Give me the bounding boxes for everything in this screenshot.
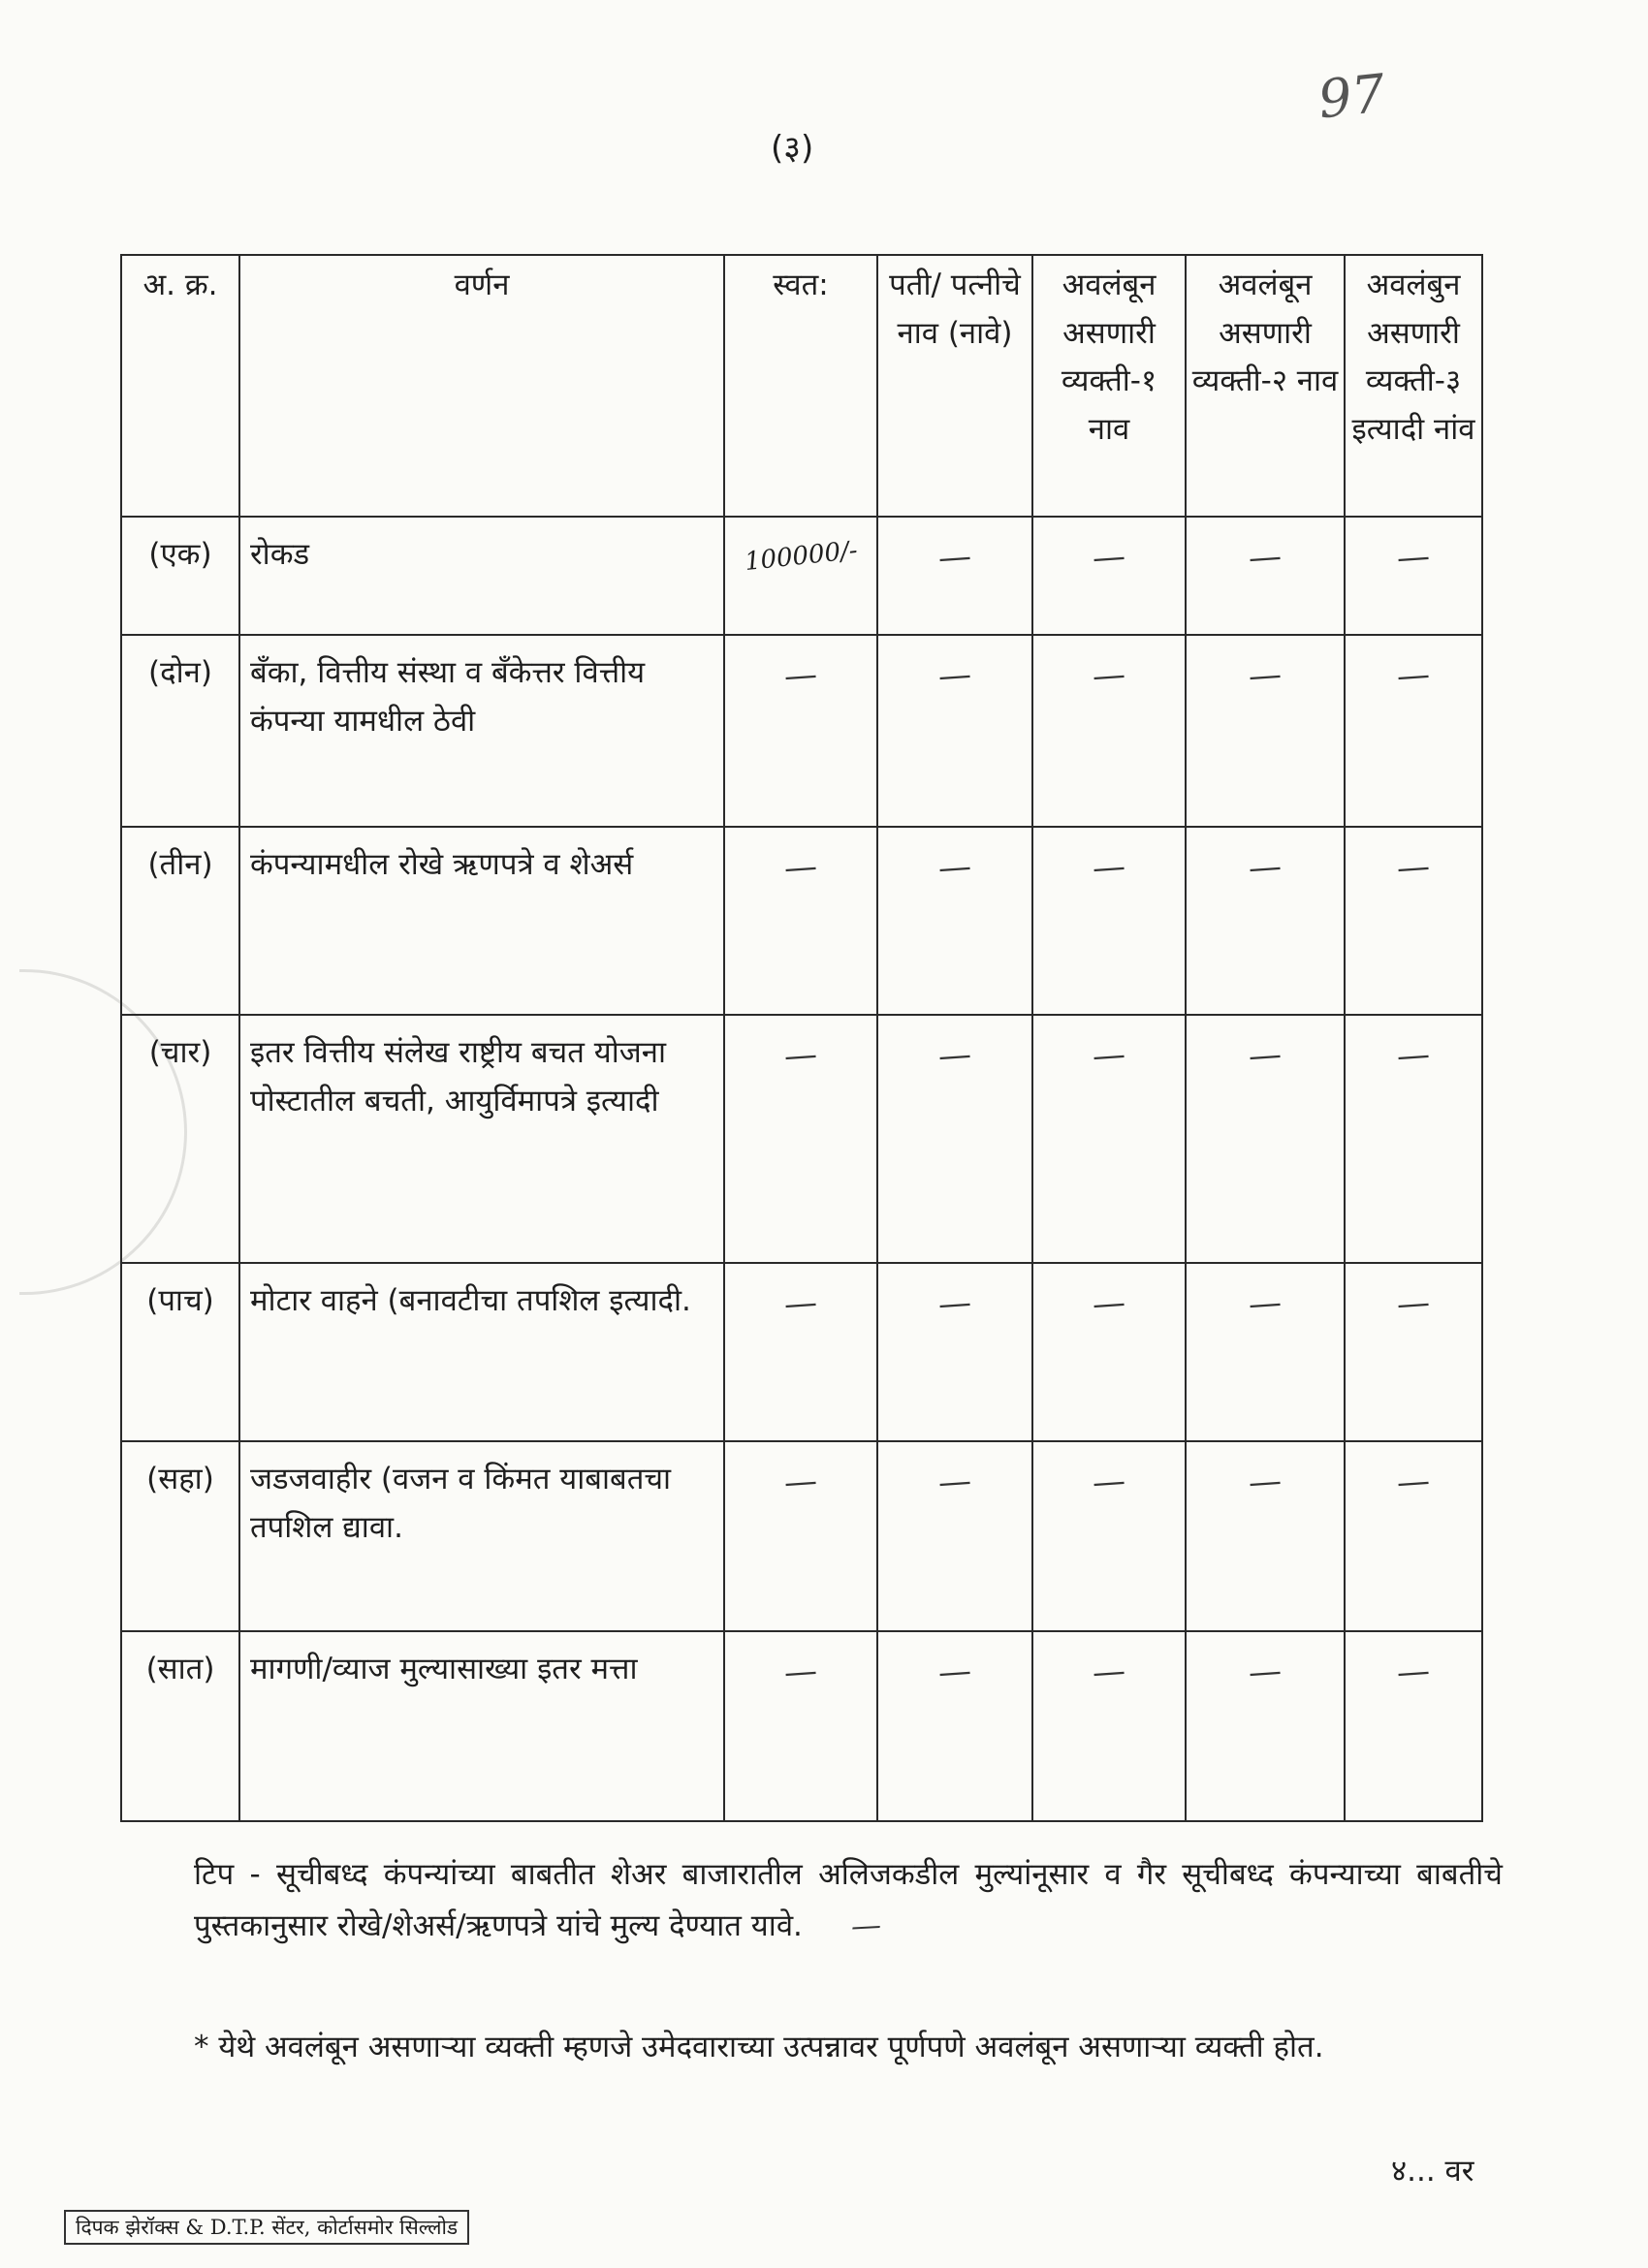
table-row — [121, 827, 1482, 1015]
header-serial: अ. क्र. — [121, 255, 239, 517]
value-dash: — — [782, 654, 819, 697]
value-dash: — — [1091, 846, 1127, 889]
row-serial: (सात) — [121, 1631, 239, 1821]
printer-footer: दिपक झेरॉक्स & D.T.P. सेंटर, कोर्टासमोर सिल्लोड — [64, 2210, 469, 2245]
value-dash: — — [936, 1651, 973, 1693]
header-dependent-2: अवलंबून असणारी व्यक्ती-२ नाव — [1186, 255, 1345, 517]
table-row — [121, 635, 1482, 827]
table-row — [121, 1441, 1482, 1631]
value-dash: — — [1395, 1282, 1432, 1325]
note-listed-companies — [194, 1849, 1503, 1951]
handwritten-page-number: 97 — [1315, 62, 1388, 131]
value-dash: — — [1091, 1651, 1127, 1693]
row-description: मागणी/व्याज मुल्यासाख्या इतर मत्ता — [239, 1631, 724, 1821]
continued-on-page: ४... वर — [1391, 2154, 1474, 2189]
assets-table — [120, 254, 1483, 1822]
table-row — [121, 1263, 1482, 1441]
value-dash: — — [1247, 1034, 1284, 1077]
value-dash: — — [1091, 536, 1127, 579]
value-dash: — — [1247, 846, 1284, 889]
value-dash: — — [1395, 1034, 1432, 1077]
row-description: इतर वित्तीय संलेख राष्ट्रीय बचत योजना पोस्टातील बचती, आयुर्विमापत्रे इत्यादी — [239, 1015, 724, 1263]
value-dash: — — [936, 846, 973, 889]
value-dash: — — [936, 536, 973, 579]
value-dash: — — [782, 1651, 819, 1693]
value-dash: — — [936, 1282, 973, 1325]
row-serial: (सहा) — [121, 1441, 239, 1631]
value-dash: — — [1247, 1282, 1284, 1325]
row-serial: (पाच) — [121, 1263, 239, 1441]
row-description: मोटार वाहने (बनावटीचा तपशिल इत्यादी. — [239, 1263, 724, 1441]
row-serial: (एक) — [121, 517, 239, 635]
value-dash: — — [1247, 536, 1284, 579]
value-dash: — — [1247, 1651, 1284, 1693]
value-dash: — — [936, 654, 973, 697]
value-dash: — — [1395, 846, 1432, 889]
table-row — [121, 1015, 1482, 1263]
page-number: (३) — [771, 129, 814, 168]
note-dependents: * येथे अवलंबून असणाऱ्या व्यक्ती म्हणजे उमेदवाराच्या उत्पन्नावर पूर्णपणे अवलंबून असणाऱ्या व्यक्ती होत. — [194, 2030, 1324, 2064]
row-description: रोकड — [239, 517, 724, 635]
header-self: स्वत: — [724, 255, 877, 517]
header-spouse: पती/ पत्नीचे नाव (नावे) — [877, 255, 1032, 517]
row-description: जडजवाहीर (वजन व किंमत याबाबतचा तपशिल द्यावा. — [239, 1441, 724, 1631]
value-dash: — — [1395, 1651, 1432, 1693]
value-dash: — — [1395, 654, 1432, 697]
cash-self-value: 100000/- — [743, 535, 859, 578]
value-dash: — — [936, 1461, 973, 1503]
header-dependent-1: अवलंबून असणारी व्यक्ती-१ नाव — [1032, 255, 1186, 517]
handwritten-mark: — — [849, 1906, 882, 1944]
value-dash: — — [1247, 654, 1284, 697]
value-dash: — — [782, 846, 819, 889]
header-dependent-3: अवलंबुन असणारी व्यक्ती-३ इत्यादी नांव — [1345, 255, 1482, 517]
note-text: टिप - सूचीबध्द कंपन्यांच्या बाबतीत शेअर बाजारातील अलिजकडील मुल्यांनूसार व गैर सूचीबध्द कंपन्याच्या बाबतीचे पुस्तकानुसार रोखे/शेअर्स/ऋणपत्रे यांचे मुल्य देण्यात यावे. — [194, 1857, 1503, 1943]
value-dash: — — [1091, 1282, 1127, 1325]
value-dash: — — [1091, 1034, 1127, 1077]
table-row — [121, 1631, 1482, 1821]
row-serial: (चार) — [121, 1015, 239, 1263]
row-serial: (दोन) — [121, 635, 239, 827]
value-dash: — — [1247, 1461, 1284, 1503]
row-serial: (तीन) — [121, 827, 239, 1015]
value-dash: — — [1091, 1461, 1127, 1503]
value-dash: — — [782, 1282, 819, 1325]
row-description: बँका, वित्तीय संस्था व बँकेत्तर वित्तीय कंपन्या यामधील ठेवी — [239, 635, 724, 827]
header-description: वर्णन — [239, 255, 724, 517]
value-dash: — — [782, 1461, 819, 1503]
value-dash: — — [1091, 654, 1127, 697]
value-dash: — — [936, 1034, 973, 1077]
value-dash: — — [1395, 1461, 1432, 1503]
value-dash: — — [1395, 536, 1432, 579]
table-row — [121, 517, 1482, 635]
value-dash: — — [782, 1034, 819, 1077]
row-description: कंपन्यामधील रोखे ऋणपत्रे व शेअर्स — [239, 827, 724, 1015]
